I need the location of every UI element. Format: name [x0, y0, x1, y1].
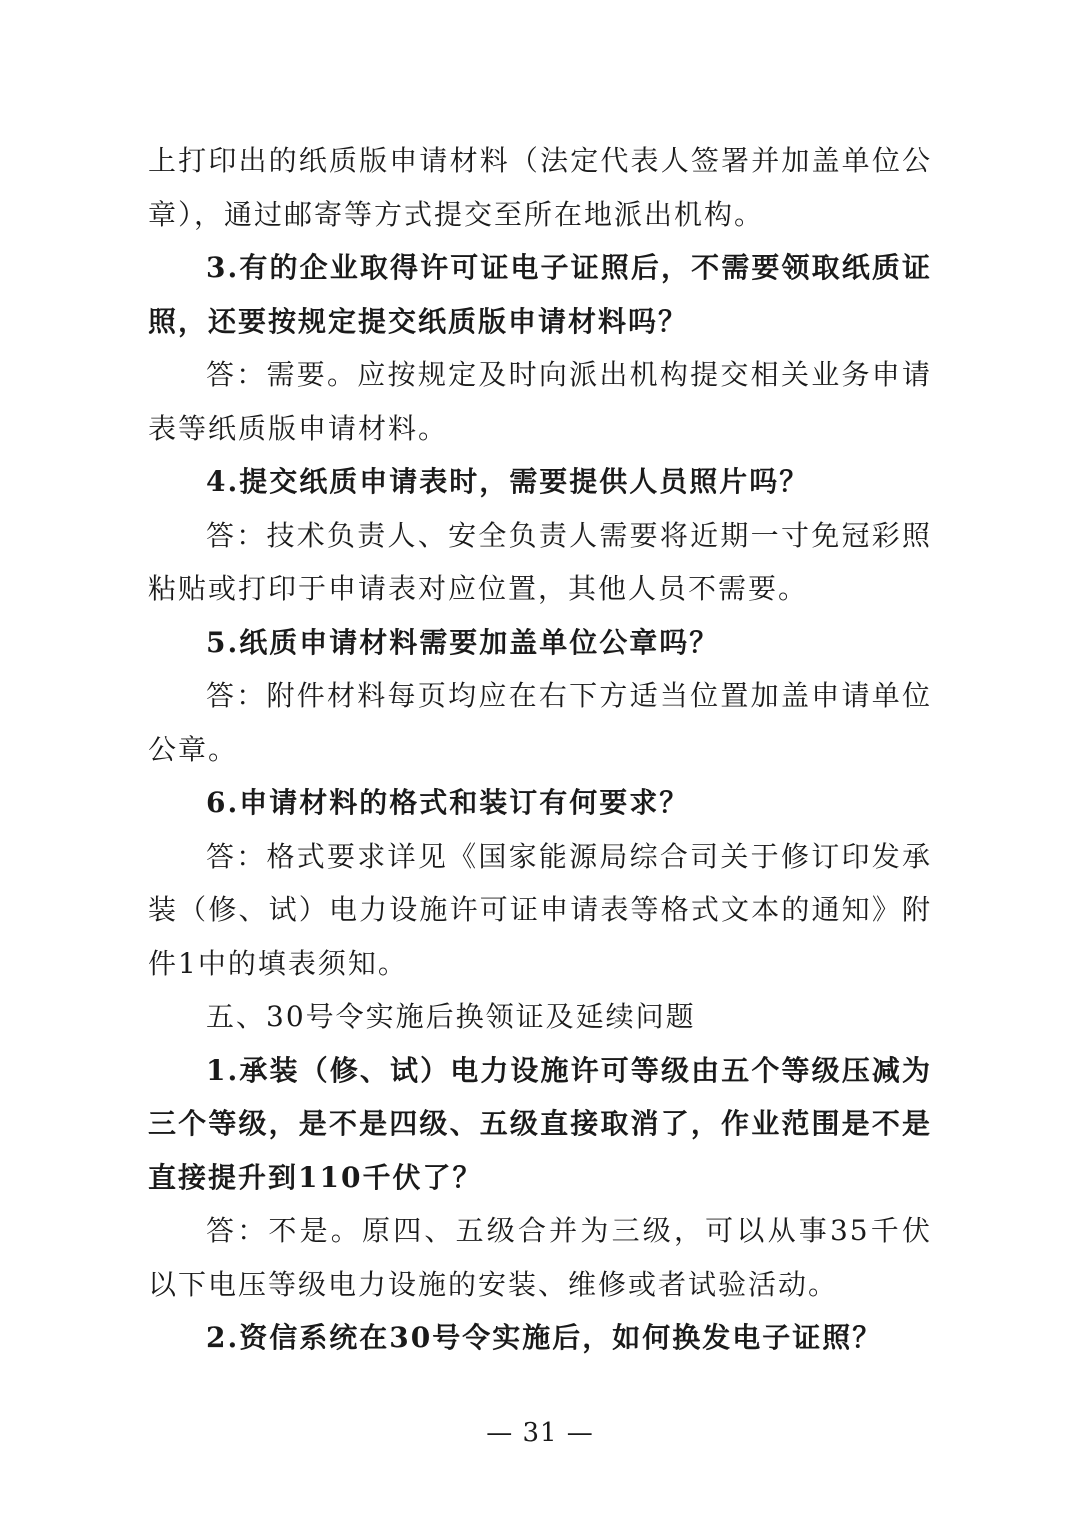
section-heading-5: 五、30号令实施后换领证及延续问题	[206, 1000, 696, 1033]
section5-question-2: 2.资信系统在30号令实施后，如何换发电子证照？	[206, 1321, 883, 1354]
section5-question-1: 1.承装（修、试）电力设施许可等级由五个等级压减为三个等级，是不是四级、五级直接取消了，作业范围是不是直接提升到110千伏了？	[148, 1053, 932, 1194]
section5-answer-1: 答：不是。原四、五级合并为三级，可以从事35千伏以下电压等级电力设施的安装、维修或者试验活动。	[148, 1214, 932, 1301]
answer-4: 答：技术负责人、安全负责人需要将近期一寸免冠彩照粘贴或打印于申请表对应位置，其他人员不需要。	[148, 518, 932, 605]
question-5: 5.纸质申请材料需要加盖单位公章吗？	[206, 625, 720, 659]
question-4: 4.提交纸质申请表时，需要提供人员照片吗？	[206, 465, 810, 498]
page-number: — 31 —	[486, 1418, 594, 1448]
answer-5: 答：附件材料每页均应在右下方适当位置加盖申请单位公章。	[148, 679, 932, 766]
answer-6: 答：格式要求详见《国家能源局综合司关于修订印发承装（修、试）电力设施许可证申请表等格式文本的通知》附件1中的填表须知。	[148, 839, 932, 980]
question-3: 3.有的企业取得许可证电子证照后，不需要领取纸质证照，还要按规定提交纸质版申请材料吗？	[148, 251, 932, 338]
answer-3: 答：需要。应按规定及时向派出机构提交相关业务申请表等纸质版申请材料。	[148, 358, 932, 445]
document-body	[148, 134, 932, 1365]
question-6: 6.申请材料的格式和装订有何要求？	[206, 786, 690, 819]
paragraph-answer-continued: 上打印出的纸质版申请材料（法定代表人签署并加盖单位公章），通过邮寄等方式提交至所在地派出机构。	[148, 144, 932, 231]
